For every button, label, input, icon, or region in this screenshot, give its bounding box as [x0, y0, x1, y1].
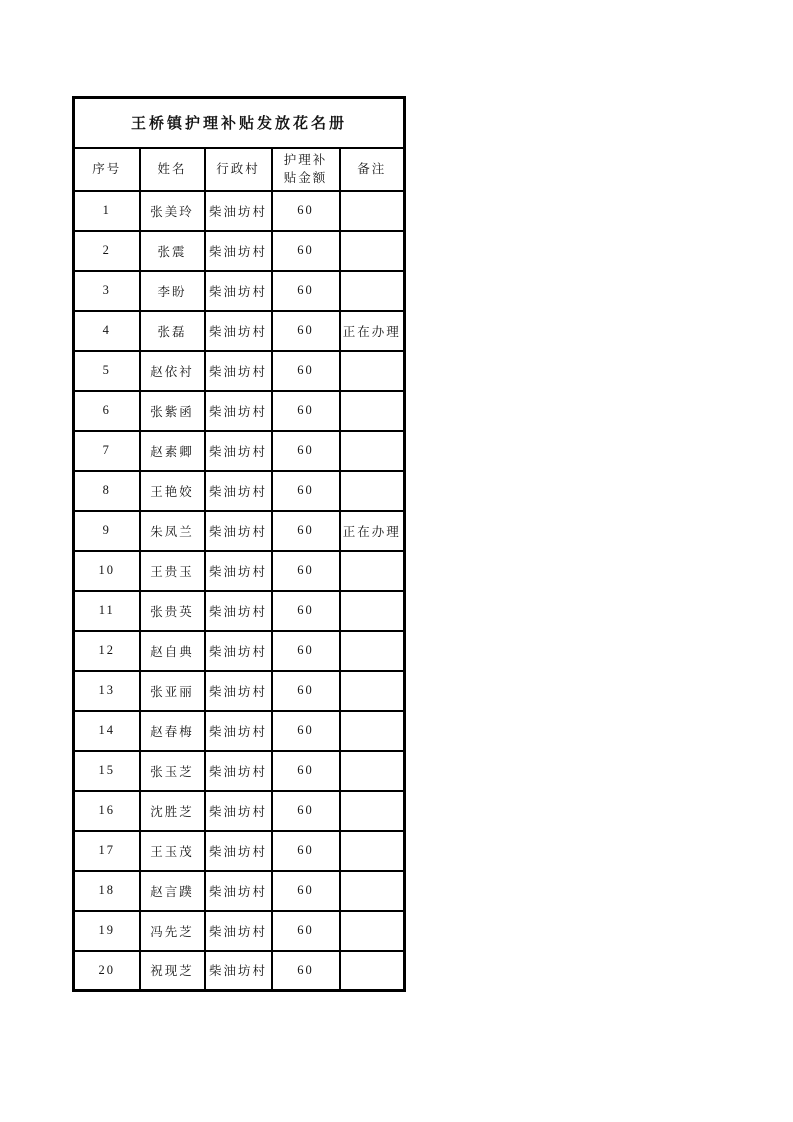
cell-village: 柴油坊村 [205, 511, 272, 551]
header-subsidy-amount: 护理补贴金额 [272, 148, 340, 191]
cell-amount: 60 [272, 511, 340, 551]
cell-no: 20 [74, 951, 140, 991]
cell-village: 柴油坊村 [205, 231, 272, 271]
cell-name: 赵春梅 [140, 711, 205, 751]
cell-name: 张亚丽 [140, 671, 205, 711]
cell-note [340, 751, 405, 791]
cell-no: 16 [74, 791, 140, 831]
cell-note [340, 711, 405, 751]
cell-name: 王玉茂 [140, 831, 205, 871]
cell-note [340, 351, 405, 391]
cell-village: 柴油坊村 [205, 831, 272, 871]
cell-no: 1 [74, 191, 140, 231]
cell-note [340, 431, 405, 471]
cell-note [340, 911, 405, 951]
cell-name: 赵自典 [140, 631, 205, 671]
header-name: 姓名 [140, 148, 205, 191]
cell-village: 柴油坊村 [205, 671, 272, 711]
cell-no: 7 [74, 431, 140, 471]
cell-village: 柴油坊村 [205, 431, 272, 471]
cell-note [340, 471, 405, 511]
table-row [74, 951, 405, 991]
table-row [74, 791, 405, 831]
table-row [74, 831, 405, 871]
cell-amount: 60 [272, 551, 340, 591]
header-village: 行政村 [205, 148, 272, 191]
table-row [74, 551, 405, 591]
cell-amount: 60 [272, 391, 340, 431]
cell-village: 柴油坊村 [205, 191, 272, 231]
table-row [74, 191, 405, 231]
cell-amount: 60 [272, 271, 340, 311]
cell-name: 赵素卿 [140, 431, 205, 471]
cell-note [340, 871, 405, 911]
cell-amount: 60 [272, 631, 340, 671]
cell-no: 3 [74, 271, 140, 311]
cell-no: 17 [74, 831, 140, 871]
cell-amount: 60 [272, 791, 340, 831]
cell-name: 李盼 [140, 271, 205, 311]
cell-name: 赵言蹼 [140, 871, 205, 911]
cell-no: 9 [74, 511, 140, 551]
cell-village: 柴油坊村 [205, 591, 272, 631]
cell-no: 5 [74, 351, 140, 391]
cell-no: 10 [74, 551, 140, 591]
table-row [74, 511, 405, 551]
header-remarks: 备注 [340, 148, 405, 191]
table-row [74, 911, 405, 951]
cell-village: 柴油坊村 [205, 551, 272, 591]
table-row [74, 271, 405, 311]
cell-name: 张磊 [140, 311, 205, 351]
cell-name: 张贵英 [140, 591, 205, 631]
cell-amount: 60 [272, 231, 340, 271]
cell-no: 4 [74, 311, 140, 351]
cell-village: 柴油坊村 [205, 911, 272, 951]
cell-name: 张美玲 [140, 191, 205, 231]
table-row [74, 711, 405, 751]
table-row [74, 351, 405, 391]
table-row [74, 391, 405, 431]
cell-name: 张玉芝 [140, 751, 205, 791]
cell-amount: 60 [272, 191, 340, 231]
cell-note: 正在办理 [340, 311, 405, 351]
roster-table [72, 96, 406, 992]
cell-note [340, 391, 405, 431]
cell-no: 11 [74, 591, 140, 631]
table-row [74, 471, 405, 511]
cell-village: 柴油坊村 [205, 271, 272, 311]
cell-amount: 60 [272, 751, 340, 791]
cell-no: 6 [74, 391, 140, 431]
table-row [74, 231, 405, 271]
cell-no: 14 [74, 711, 140, 751]
cell-village: 柴油坊村 [205, 631, 272, 671]
cell-amount: 60 [272, 591, 340, 631]
table-row [74, 591, 405, 631]
cell-note [340, 671, 405, 711]
cell-amount: 60 [272, 951, 340, 991]
header-serial-number: 序号 [74, 148, 140, 191]
cell-name: 王艳姣 [140, 471, 205, 511]
cell-no: 19 [74, 911, 140, 951]
cell-amount: 60 [272, 711, 340, 751]
table-row [74, 871, 405, 911]
cell-note [340, 951, 405, 991]
cell-note [340, 231, 405, 271]
cell-village: 柴油坊村 [205, 751, 272, 791]
title-row [74, 98, 405, 148]
roster-table-body [74, 191, 405, 991]
cell-village: 柴油坊村 [205, 471, 272, 511]
cell-amount: 60 [272, 311, 340, 351]
cell-note [340, 271, 405, 311]
cell-no: 18 [74, 871, 140, 911]
table-row [74, 311, 405, 351]
cell-village: 柴油坊村 [205, 951, 272, 991]
table-row [74, 751, 405, 791]
cell-no: 12 [74, 631, 140, 671]
cell-amount: 60 [272, 911, 340, 951]
cell-village: 柴油坊村 [205, 351, 272, 391]
cell-note [340, 191, 405, 231]
cell-village: 柴油坊村 [205, 711, 272, 751]
cell-village: 柴油坊村 [205, 791, 272, 831]
cell-name: 朱凤兰 [140, 511, 205, 551]
cell-village: 柴油坊村 [205, 391, 272, 431]
cell-note: 正在办理 [340, 511, 405, 551]
cell-amount: 60 [272, 871, 340, 911]
cell-no: 2 [74, 231, 140, 271]
cell-no: 13 [74, 671, 140, 711]
table-row [74, 431, 405, 471]
cell-no: 15 [74, 751, 140, 791]
cell-name: 赵依衬 [140, 351, 205, 391]
table-title: 王桥镇护理补贴发放花名册 [74, 98, 405, 148]
header-row [74, 148, 405, 191]
cell-note [340, 591, 405, 631]
cell-name: 张震 [140, 231, 205, 271]
cell-no: 8 [74, 471, 140, 511]
cell-village: 柴油坊村 [205, 871, 272, 911]
cell-amount: 60 [272, 351, 340, 391]
table-row [74, 631, 405, 671]
cell-name: 冯先芝 [140, 911, 205, 951]
cell-amount: 60 [272, 671, 340, 711]
cell-village: 柴油坊村 [205, 311, 272, 351]
cell-amount: 60 [272, 471, 340, 511]
cell-note [340, 631, 405, 671]
cell-amount: 60 [272, 431, 340, 471]
table-row [74, 671, 405, 711]
cell-name: 祝现芝 [140, 951, 205, 991]
cell-name: 沈胜芝 [140, 791, 205, 831]
cell-note [340, 791, 405, 831]
cell-note [340, 551, 405, 591]
cell-amount: 60 [272, 831, 340, 871]
cell-note [340, 831, 405, 871]
cell-name: 张紫函 [140, 391, 205, 431]
cell-name: 王贵玉 [140, 551, 205, 591]
